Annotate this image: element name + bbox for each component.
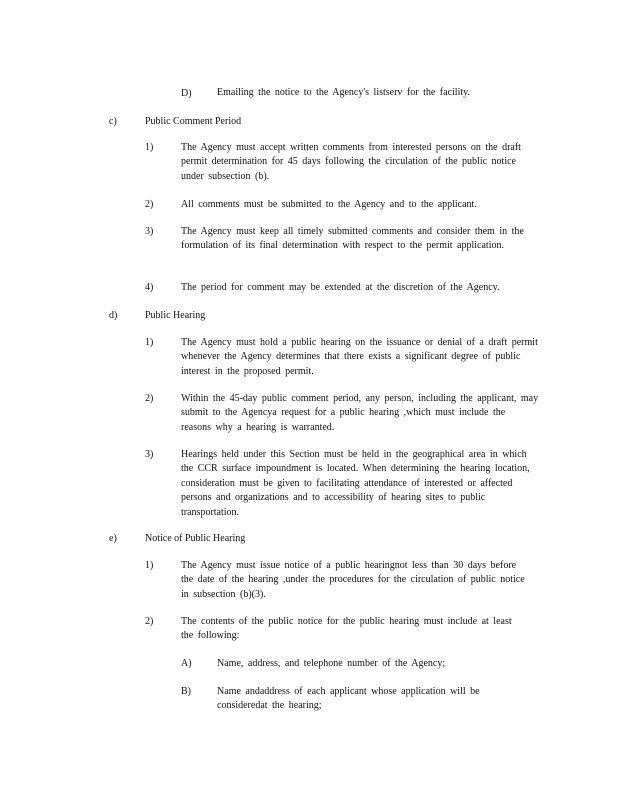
item-text: All comments must be submitted to the Agency and to the applicant.: [181, 199, 477, 210]
section-title: Public Hearing: [145, 310, 206, 321]
item-text: Within the 45-day public comment period, any person, including the applicant, may submit to the Agencya request for a public hearing ,which must include the reasons why a hearing is warranted.: [181, 393, 539, 433]
item-label: 1): [145, 142, 154, 153]
item-label: D): [181, 88, 192, 99]
section-title: Notice of Public Hearing: [145, 533, 246, 544]
item-label: 3): [145, 449, 154, 460]
item-text: The Agency must keep all timely submitted comments and consider them in the formulation of its final determination with respect to the permit application.: [181, 226, 524, 252]
subitem-text: Name andaddress of each applicant whose application will be consideredat the hearing;: [217, 686, 480, 712]
item-label: 2): [145, 199, 154, 210]
item-text: The Agency must accept written comments from interested persons on the draft permit determination for 45 days following the circulation of the public notice under subsection (b).: [181, 142, 521, 182]
subitem-text: Name, address, and telephone number of the Agency;: [217, 658, 446, 669]
item-text: The contents of the public notice for the public hearing must include at least the following:: [181, 616, 512, 642]
item-label: 3): [145, 226, 154, 237]
item-label: 2): [145, 616, 154, 627]
item-text: The Agency must issue notice of a public hearingnot less than 30 days before the date of the hearing ,under the procedures for the circulation of public notice in subsection (b)(3).: [181, 560, 525, 600]
item-label: 1): [145, 337, 154, 348]
item-label: 1): [145, 560, 154, 571]
section-label: c): [109, 116, 117, 127]
subitem-label: B): [181, 686, 191, 697]
item-label: 4): [145, 282, 154, 293]
subitem-label: A): [181, 658, 192, 669]
item-text: Emailing the notice to the Agency's listserv for the facility.: [217, 87, 470, 98]
section-label: e): [109, 533, 117, 544]
section-label: d): [109, 310, 118, 321]
item-text: The period for comment may be extended at the discretion of the Agency.: [181, 282, 500, 293]
section-title: Public Comment Period: [145, 116, 242, 127]
item-text: Hearings held under this Section must be held in the geographical area in which the CCR surface impoundment is located. When determining the hearing location, consideration must be given to facilitating attendance of interested or affected persons and organizations and to accessibility of hearing sites to public transportation.: [181, 449, 530, 518]
item-label: 2): [145, 393, 154, 404]
item-text: The Agency must hold a public hearing on the issuance or denial of a draft permit whenever the Agency determines that there exists a significant degree of public interest in the proposed permit.: [181, 337, 538, 377]
